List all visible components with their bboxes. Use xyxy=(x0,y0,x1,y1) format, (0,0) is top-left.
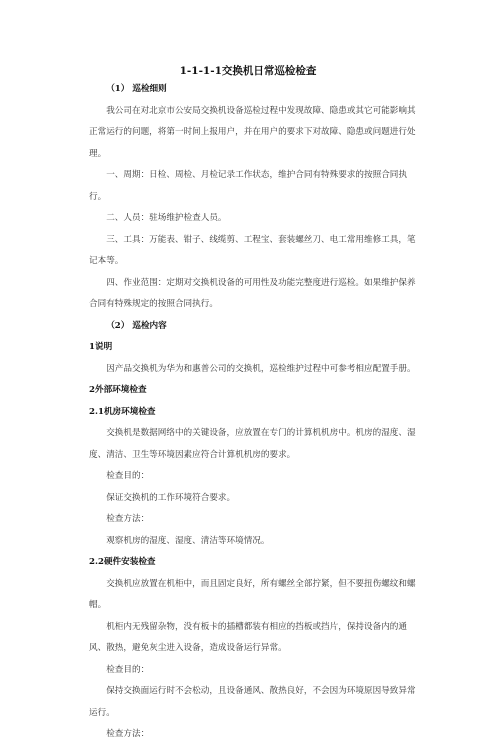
paragraph: 观察机房的湿度、湿度、清洁等环境情况。 xyxy=(106,535,270,546)
section-heading-inspection-rules: （1） 巡检细则 xyxy=(106,84,167,94)
section-heading-inspection-content: （2） 巡检内容 xyxy=(106,320,167,331)
paragraph: 保证交换机的工作环境符合要求。 xyxy=(106,492,236,503)
paragraph: 二、人员：驻场维护检查人员。 xyxy=(106,213,227,223)
paragraph: 检查方法： xyxy=(106,729,150,739)
paragraph: 检查目的： xyxy=(106,664,150,675)
subsection-heading-external-environment: 2外部环境检查 xyxy=(89,385,147,395)
paragraph: 检查目的： xyxy=(106,471,150,481)
subsection-heading-room-environment: 2.1机房环境检查 xyxy=(89,406,156,417)
paragraph: 交换机是数据网络中的关键设备，应放置在专门的计算机机房中。机房的湿度、湿度、清洁、卫生等环境因素应符合计算机机房的要求。 xyxy=(89,428,416,460)
document-body xyxy=(89,79,419,746)
paragraph: 交换机应放置在机柜中，而且固定良好，所有螺丝全部拧紧，但不要扭伤螺纹和螺帽。 xyxy=(89,578,416,610)
subsection-heading-hardware-installation: 2.2硬件安装检查 xyxy=(89,557,156,567)
paragraph: 我公司在对北京市公安局交换机设备巡检过程中发现故障、隐患或其它可能影响其正常运行的问题，将第一时间上报用户，并在用户的要求下对故障、隐患或问题进行处理。 xyxy=(89,105,416,159)
paragraph: 保持交换面运行时不会松动，且设备通风、散热良好，不会因为环境原因导致异常运行。 xyxy=(89,686,416,718)
paragraph: 一、周期：日检、周检、月检记录工作状态，维护合同有特殊要求的按照合同执行。 xyxy=(89,170,407,202)
paragraph: 四、作业范围：定期对交换机设备的可用性及功能完整度进行巡检。如果维护保养合同有特殊规定的按照合同执行。 xyxy=(89,277,416,309)
subsection-heading-description: 1说明 xyxy=(89,342,113,352)
paragraph: 三、工具：万能表、钳子、线缆剪、工程宝、套装螺丝刀、电工常用维修工具，笔记本等。 xyxy=(89,234,416,266)
document-title: 1-1-1-1交换机日常巡检检查 xyxy=(179,65,317,77)
paragraph: 因产品交换机为华为和惠普公司的交换机，巡检维护过程中可参考相应配置手册。 xyxy=(106,363,416,374)
paragraph: 检查方法： xyxy=(106,514,150,524)
paragraph: 机柜内无残留杂物，没有板卡的插槽都装有相应的挡板或挡片，保持设备内的通风、散热，避免灰尘进入设备，造成设备运行异常。 xyxy=(89,621,407,653)
